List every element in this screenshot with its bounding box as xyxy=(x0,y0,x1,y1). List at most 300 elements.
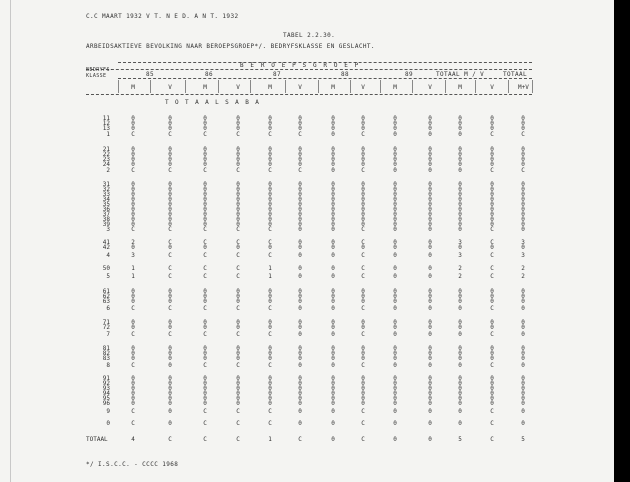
table-cell: C xyxy=(361,273,365,280)
table-cell: 0 xyxy=(393,120,397,127)
row-label: 72 xyxy=(102,324,110,331)
table-cell: 0 xyxy=(393,167,397,174)
column-code: M xyxy=(331,84,335,91)
table-cell: 0 xyxy=(393,131,397,138)
table-cell: 0 xyxy=(521,115,525,122)
table-cell: 0 xyxy=(203,298,207,305)
table-cell: 0 xyxy=(331,131,335,138)
table-cell: 0 xyxy=(298,252,302,259)
table-cell: 0 xyxy=(428,345,432,352)
table-cell: 0 xyxy=(458,331,462,338)
table-cell: 0 xyxy=(298,156,302,163)
table-cell: 0 xyxy=(236,211,240,218)
table-cell: 0 xyxy=(168,156,172,163)
table-cell: 0 xyxy=(168,390,172,397)
table-cell: 0 xyxy=(458,125,462,132)
table-cell: 0 xyxy=(521,226,525,233)
table-cell: C xyxy=(203,408,207,415)
table-cell: 0 xyxy=(428,239,432,246)
table-cell: 0 xyxy=(393,436,397,443)
table-cell: 0 xyxy=(168,196,172,203)
table-cell: C xyxy=(361,331,365,338)
table-cell: 0 xyxy=(490,201,494,208)
table-cell: 0 xyxy=(331,350,335,357)
table-cell: 0 xyxy=(393,355,397,362)
table-row xyxy=(0,252,614,261)
table-cell: 0 xyxy=(393,181,397,188)
table-cell: 0 xyxy=(458,186,462,193)
table-cell: 0 xyxy=(298,319,302,326)
table-cell: 0 xyxy=(490,293,494,300)
table-cell: 0 xyxy=(331,380,335,387)
table-cell: 0 xyxy=(521,181,525,188)
table-cell: 0 xyxy=(168,216,172,223)
table-cell: 0 xyxy=(428,350,432,357)
table-cell: 0 xyxy=(490,191,494,198)
table-cell: 0 xyxy=(490,156,494,163)
table-cell: 0 xyxy=(490,385,494,392)
table-cell: 0 xyxy=(361,146,365,153)
row-label: 3 xyxy=(106,226,110,233)
table-cell: 1 xyxy=(268,436,272,443)
table-cell: 0 xyxy=(203,350,207,357)
table-cell: 0 xyxy=(268,125,272,132)
row-label: 93 xyxy=(102,385,110,392)
table-cell: 0 xyxy=(521,191,525,198)
table-cell: 0 xyxy=(490,288,494,295)
table-cell: 0 xyxy=(131,345,135,352)
table-cell: 0 xyxy=(490,221,494,228)
table-cell: 0 xyxy=(490,120,494,127)
column-code: V xyxy=(428,84,432,91)
table-cell: 0 xyxy=(458,226,462,233)
table-cell: 0 xyxy=(131,288,135,295)
table-row xyxy=(0,436,614,445)
table-cell: 0 xyxy=(490,355,494,362)
table-cell: 0 xyxy=(490,151,494,158)
totaal-head: TOTAAL xyxy=(503,71,528,78)
table-cell: C xyxy=(168,226,172,233)
table-cell: 0 xyxy=(428,226,432,233)
table-cell: 0 xyxy=(428,265,432,272)
table-cell: 0 xyxy=(168,385,172,392)
table-cell: 0 xyxy=(268,216,272,223)
table-cell: 0 xyxy=(331,244,335,251)
table-cell: 0 xyxy=(268,395,272,402)
table-cell: 0 xyxy=(168,181,172,188)
row-label: 95 xyxy=(102,395,110,402)
table-cell: 0 xyxy=(458,216,462,223)
table-cell: 0 xyxy=(521,385,525,392)
table-cell: 0 xyxy=(268,293,272,300)
table-cell: 0 xyxy=(361,400,365,407)
table-cell: 0 xyxy=(490,211,494,218)
table-cell: 0 xyxy=(331,146,335,153)
table-cell: 0 xyxy=(393,221,397,228)
row-label: 23 xyxy=(102,156,110,163)
table-cell: 2 xyxy=(458,273,462,280)
table-cell: 0 xyxy=(131,156,135,163)
row-label: 32 xyxy=(102,186,110,193)
running-head: C.C MAART 1932 V T. N E D. A N T. 1932 xyxy=(86,13,239,20)
table-cell: 0 xyxy=(236,400,240,407)
table-cell: C xyxy=(203,131,207,138)
table-cell: 0 xyxy=(268,350,272,357)
table-cell: C xyxy=(203,305,207,312)
column-code: M xyxy=(268,84,272,91)
table-cell: 0 xyxy=(361,319,365,326)
table-cell: 0 xyxy=(268,390,272,397)
table-cell: 0 xyxy=(298,395,302,402)
column-divider xyxy=(218,80,219,93)
table-cell: 0 xyxy=(131,151,135,158)
table-cell: 0 xyxy=(331,201,335,208)
table-cell: C xyxy=(361,265,365,272)
column-divider xyxy=(445,80,446,93)
row-label: 5 xyxy=(106,273,110,280)
row-label: 12 xyxy=(102,120,110,127)
table-cell: 0 xyxy=(393,390,397,397)
table-cell: 0 xyxy=(131,146,135,153)
table-cell: 0 xyxy=(331,221,335,228)
table-cell: 0 xyxy=(361,216,365,223)
table-cell: 0 xyxy=(331,273,335,280)
table-cell: 0 xyxy=(131,125,135,132)
table-cell: 0 xyxy=(428,400,432,407)
table-cell: 0 xyxy=(298,161,302,168)
table-cell: C xyxy=(168,305,172,312)
table-cell: C xyxy=(268,252,272,259)
table-cell: 0 xyxy=(331,161,335,168)
table-cell: 0 xyxy=(490,298,494,305)
table-cell: 0 xyxy=(203,151,207,158)
table-cell: 0 xyxy=(331,420,335,427)
table-cell: C xyxy=(490,436,494,443)
header-rule-bottom xyxy=(86,94,532,95)
table-cell: 0 xyxy=(490,400,494,407)
row-label: 33 xyxy=(102,191,110,198)
table-cell: 0 xyxy=(298,151,302,158)
table-cell: 0 xyxy=(131,319,135,326)
row-label: 2 xyxy=(106,167,110,174)
header-rule-3 xyxy=(118,78,532,79)
row-label: 4 xyxy=(106,252,110,259)
table-cell: 0 xyxy=(331,375,335,382)
table-cell: 0 xyxy=(298,345,302,352)
row-label: 41 xyxy=(102,239,110,246)
table-cell: 0 xyxy=(331,324,335,331)
table-cell: 0 xyxy=(428,151,432,158)
table-cell: 0 xyxy=(298,191,302,198)
table-cell: 0 xyxy=(298,181,302,188)
table-cell: 0 xyxy=(331,400,335,407)
table-cell: 0 xyxy=(331,115,335,122)
row-label: 37 xyxy=(102,211,110,218)
table-cell: 0 xyxy=(393,385,397,392)
table-cell: 0 xyxy=(521,211,525,218)
table-cell: 0 xyxy=(131,385,135,392)
table-cell: 1 xyxy=(131,273,135,280)
stub-head: BEDRYFS- KLASSE xyxy=(86,67,114,79)
table-cell: 0 xyxy=(168,324,172,331)
table-cell: C xyxy=(236,226,240,233)
table-cell: 0 xyxy=(521,201,525,208)
table-cell: 0 xyxy=(298,305,302,312)
table-cell: 3 xyxy=(458,239,462,246)
table-cell: 0 xyxy=(393,319,397,326)
table-cell: 0 xyxy=(236,244,240,251)
table-cell: 3 xyxy=(521,252,525,259)
row-label: TOTAAL xyxy=(86,436,108,443)
table-cell: 0 xyxy=(521,161,525,168)
table-cell: 0 xyxy=(236,350,240,357)
group-85: 85 xyxy=(146,71,155,78)
row-label: 42 xyxy=(102,244,110,251)
table-cell: 5 xyxy=(521,436,525,443)
table-cell: 0 xyxy=(428,385,432,392)
row-label: 0 xyxy=(106,420,110,427)
table-cell: 0 xyxy=(298,125,302,132)
table-cell: C xyxy=(236,420,240,427)
table-cell: 0 xyxy=(428,436,432,443)
table-cell: 0 xyxy=(521,375,525,382)
row-label: 8 xyxy=(106,362,110,369)
table-cell: 0 xyxy=(521,146,525,153)
table-cell: 0 xyxy=(428,395,432,402)
table-cell: 0 xyxy=(361,288,365,295)
table-cell: 0 xyxy=(393,125,397,132)
table-cell: 0 xyxy=(458,345,462,352)
table-cell: C xyxy=(168,331,172,338)
table-cell: 0 xyxy=(521,196,525,203)
table-cell: C xyxy=(361,252,365,259)
table-cell: 0 xyxy=(168,293,172,300)
row-label: 11 xyxy=(102,115,110,122)
table-cell: 0 xyxy=(168,244,172,251)
table-cell: 0 xyxy=(131,324,135,331)
table-cell: 0 xyxy=(428,273,432,280)
column-code: M xyxy=(203,84,207,91)
column-divider xyxy=(412,80,413,93)
table-cell: 0 xyxy=(203,186,207,193)
table-cell: C xyxy=(168,252,172,259)
table-title: ARBEIDSAKTIEVE BEVOLKING NAAR BEROEPSGROEP*/. BEDRYFSKLASSE EN GESLACHT. xyxy=(86,43,375,50)
table-cell: 0 xyxy=(203,319,207,326)
table-cell: 0 xyxy=(458,305,462,312)
table-row xyxy=(0,362,614,371)
table-cell: 0 xyxy=(458,167,462,174)
table-cell: 0 xyxy=(131,395,135,402)
table-cell: 0 xyxy=(331,239,335,246)
table-cell: 0 xyxy=(521,151,525,158)
table-cell: 0 xyxy=(521,350,525,357)
table-cell: C xyxy=(298,436,302,443)
table-cell: 0 xyxy=(458,201,462,208)
table-cell: C xyxy=(168,265,172,272)
table-cell: 0 xyxy=(298,355,302,362)
table-cell: 0 xyxy=(428,201,432,208)
row-label: 83 xyxy=(102,355,110,362)
table-cell: 0 xyxy=(168,151,172,158)
table-cell: 0 xyxy=(521,305,525,312)
table-cell: 0 xyxy=(203,355,207,362)
table-cell: 0 xyxy=(458,211,462,218)
table-cell: 0 xyxy=(393,420,397,427)
table-cell: 0 xyxy=(168,375,172,382)
table-cell: C xyxy=(268,305,272,312)
table-cell: 0 xyxy=(458,191,462,198)
table-cell: 0 xyxy=(361,345,365,352)
table-cell: 0 xyxy=(168,380,172,387)
table-cell: 0 xyxy=(268,181,272,188)
column-divider xyxy=(380,80,381,93)
table-cell: C xyxy=(490,331,494,338)
table-cell: 0 xyxy=(361,161,365,168)
table-cell: 0 xyxy=(458,196,462,203)
table-cell: 0 xyxy=(168,115,172,122)
table-cell: 0 xyxy=(298,293,302,300)
table-cell: 0 xyxy=(393,239,397,246)
table-number: TABEL 2.2.30. xyxy=(283,32,336,39)
table-cell: 0 xyxy=(393,252,397,259)
column-divider xyxy=(350,80,351,93)
table-cell: 0 xyxy=(298,288,302,295)
table-cell: 0 xyxy=(428,156,432,163)
header-rule-2 xyxy=(86,69,532,70)
table-cell: C xyxy=(268,420,272,427)
table-cell: 0 xyxy=(393,362,397,369)
table-cell: 0 xyxy=(236,115,240,122)
table-cell: 0 xyxy=(428,115,432,122)
table-cell: 0 xyxy=(298,196,302,203)
table-cell: 0 xyxy=(168,211,172,218)
table-cell: 0 xyxy=(203,244,207,251)
table-cell: C xyxy=(490,420,494,427)
table-cell: 0 xyxy=(331,206,335,213)
table-cell: 2 xyxy=(131,239,135,246)
column-divider xyxy=(475,80,476,93)
table-cell: 0 xyxy=(298,216,302,223)
table-cell: C xyxy=(203,273,207,280)
table-cell: 0 xyxy=(458,355,462,362)
table-cell: C xyxy=(490,226,494,233)
table-cell: 0 xyxy=(458,380,462,387)
table-cell: C xyxy=(236,265,240,272)
table-cell: 0 xyxy=(428,355,432,362)
table-cell: 0 xyxy=(458,120,462,127)
table-cell: 0 xyxy=(393,146,397,153)
table-cell: C xyxy=(236,408,240,415)
table-cell: 0 xyxy=(203,221,207,228)
table-cell: 0 xyxy=(393,244,397,251)
table-cell: 0 xyxy=(428,375,432,382)
table-row xyxy=(0,420,614,429)
table-cell: C xyxy=(236,131,240,138)
row-label: 63 xyxy=(102,298,110,305)
table-cell: 0 xyxy=(298,298,302,305)
footer-note: */ I.S.C.C. - CCCC 1968 xyxy=(86,461,179,468)
table-cell: 0 xyxy=(361,324,365,331)
table-cell: 0 xyxy=(428,293,432,300)
table-cell: 0 xyxy=(428,319,432,326)
table-cell: C xyxy=(521,131,525,138)
table-cell: 0 xyxy=(521,288,525,295)
table-cell: 0 xyxy=(428,125,432,132)
table-cell: 0 xyxy=(298,273,302,280)
table-cell: 0 xyxy=(361,156,365,163)
table-cell: 0 xyxy=(203,324,207,331)
table-cell: 0 xyxy=(331,181,335,188)
table-cell: 0 xyxy=(298,385,302,392)
table-cell: 0 xyxy=(268,151,272,158)
table-cell: 0 xyxy=(458,221,462,228)
table-cell: C xyxy=(521,167,525,174)
column-code: M xyxy=(458,84,462,91)
table-cell: 0 xyxy=(521,125,525,132)
table-cell: 0 xyxy=(131,206,135,213)
table-cell: 0 xyxy=(393,345,397,352)
table-cell: 0 xyxy=(131,293,135,300)
table-cell: C xyxy=(361,420,365,427)
column-divider xyxy=(185,80,186,93)
table-cell: 0 xyxy=(393,375,397,382)
table-cell: 2 xyxy=(458,265,462,272)
table-cell: 0 xyxy=(168,298,172,305)
table-cell: 0 xyxy=(236,221,240,228)
row-label: 39 xyxy=(102,221,110,228)
table-cell: 0 xyxy=(203,390,207,397)
table-cell: C xyxy=(168,167,172,174)
table-cell: 0 xyxy=(521,395,525,402)
table-cell: C xyxy=(361,362,365,369)
table-row xyxy=(0,408,614,417)
row-label: 94 xyxy=(102,390,110,397)
table-cell: 0 xyxy=(236,186,240,193)
table-cell: 0 xyxy=(361,390,365,397)
table-cell: 0 xyxy=(490,206,494,213)
table-cell: 0 xyxy=(203,395,207,402)
table-cell: 0 xyxy=(236,151,240,158)
table-cell: 0 xyxy=(268,324,272,331)
table-cell: 0 xyxy=(131,375,135,382)
row-label: 82 xyxy=(102,350,110,357)
column-divider xyxy=(508,80,509,93)
table-row xyxy=(0,331,614,340)
table-cell: 0 xyxy=(361,186,365,193)
table-cell: 0 xyxy=(361,115,365,122)
table-cell: C xyxy=(203,436,207,443)
table-cell: 0 xyxy=(168,206,172,213)
table-cell: 0 xyxy=(131,355,135,362)
table-cell: 0 xyxy=(521,324,525,331)
table-cell: 0 xyxy=(168,201,172,208)
table-cell: C xyxy=(490,239,494,246)
table-cell: 0 xyxy=(131,115,135,122)
table-cell: 0 xyxy=(298,186,302,193)
table-cell: 0 xyxy=(236,120,240,127)
row-label: 92 xyxy=(102,380,110,387)
row-label: 61 xyxy=(102,288,110,295)
table-cell: 0 xyxy=(268,380,272,387)
table-cell: 5 xyxy=(458,436,462,443)
table-cell: 0 xyxy=(458,362,462,369)
table-cell: 0 xyxy=(393,196,397,203)
table-cell: 0 xyxy=(168,400,172,407)
table-cell: 0 xyxy=(361,181,365,188)
column-code: V xyxy=(236,84,240,91)
column-divider xyxy=(118,80,119,93)
table-cell: 0 xyxy=(521,390,525,397)
